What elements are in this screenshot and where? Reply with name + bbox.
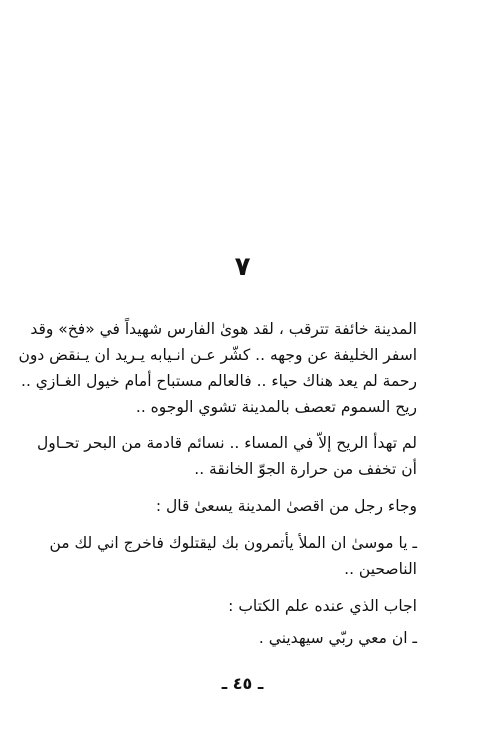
paragraph-5-line-1: اجاب الذي عنده علم الكتاب : bbox=[228, 597, 417, 615]
paragraph-2-line-1: لم تهدأ الريح إلاّ في المساء .. نسائم قادمة من البحر تحـاول bbox=[36, 434, 417, 452]
paragraph-2-line-2: أن تخفف من حرارة الجوّ الخانقة .. bbox=[194, 460, 417, 478]
paragraph-6-line-1: ـ ان معي ربّي سيهديني . bbox=[258, 629, 417, 647]
paragraph-4-line-2: الناصحين .. bbox=[344, 560, 417, 578]
chapter-number: ٧ bbox=[234, 252, 251, 282]
paragraph-3-line-1: وجاء رجل من اقصىٰ المدينة يسعىٰ قال : bbox=[155, 497, 417, 515]
paragraph-1-line-3: رحمة لم يعد هناك حياء .. فالعالم مستباح أمام خيول الغـازي .. bbox=[21, 372, 417, 390]
paragraph-1-line-2: اسفر الخليفة عن وجهه .. كشّر عـن انـيابه يـريد ان يـنقض دون bbox=[18, 346, 417, 364]
paragraph-4-line-1: ـ يا موسىٰ ان الملأ يأتمرون بك ليقتلوك فاخرج اني لك من bbox=[49, 534, 417, 552]
paragraph-1-line-4: ريح السموم تعصف بالمدينة تشوي الوجوه .. bbox=[135, 398, 417, 416]
page-number: ـ ٤٥ ـ bbox=[221, 674, 264, 693]
paragraph-1-line-1: المدينة خائفة تترقب ، لقد هوىٰ الفارس شهيداً في «فخ» وقد bbox=[30, 320, 417, 338]
